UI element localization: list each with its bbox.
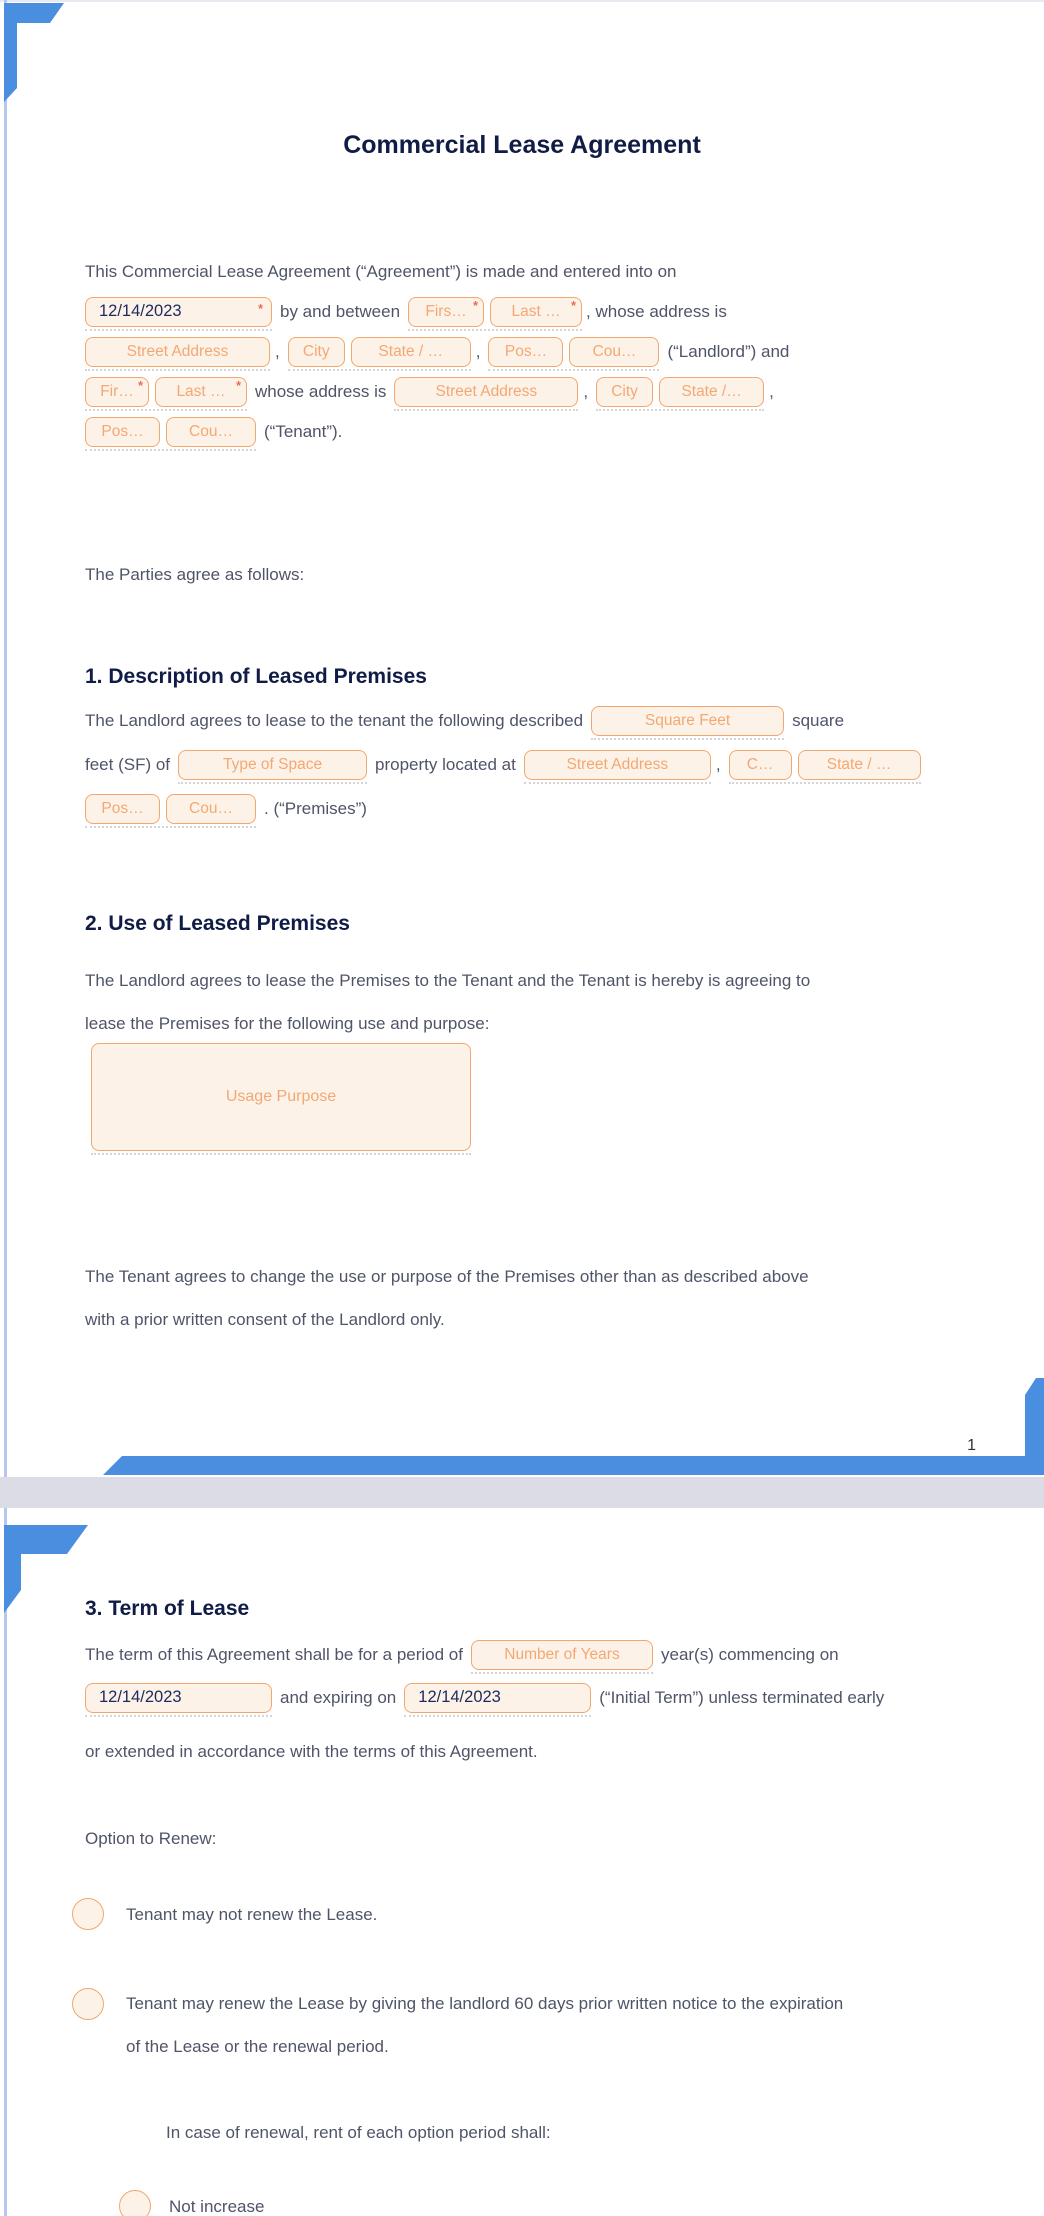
section3-text-5: or extended in accordance with the terms of this Agreement. (85, 1742, 538, 1761)
page-title: Commercial Lease Agreement (343, 131, 701, 159)
required-star: * (236, 378, 241, 393)
landlord-street-address-field[interactable]: Street Address (85, 337, 270, 367)
intro-text-2: by and between (280, 301, 401, 321)
renew-option-1-label: Tenant may not renew the Lease. (126, 1904, 378, 1924)
required-star: * (571, 298, 577, 313)
section1-text-4: property located at (375, 754, 516, 774)
section3-text-1: The term of this Agreement shall be for a period of (85, 1644, 463, 1664)
intro-row-4 (85, 376, 797, 407)
premises-city-field[interactable]: C… (729, 750, 792, 780)
landlord-first-name-field[interactable]: Firs… * (408, 297, 484, 327)
section1-text-5: . (“Premises”) (264, 798, 367, 818)
radio-button[interactable] (72, 1988, 104, 2020)
comma: , (769, 381, 774, 401)
intro-row-3 (85, 336, 797, 367)
radio-button[interactable] (119, 2190, 151, 2216)
page1-footer-decoration (0, 1378, 1044, 1477)
tenant-postal-field[interactable]: Pos… (85, 417, 160, 447)
section3-text-2: year(s) commencing on (660, 1644, 839, 1664)
tenant-country-field[interactable]: Cou… (166, 417, 256, 447)
premises-country-field[interactable]: Cou… (166, 794, 256, 824)
required-star: * (258, 301, 263, 316)
intro-text-1: This Commercial Lease Agreement (“Agreement”) is made and entered into on (85, 261, 677, 281)
landlord-state-field[interactable]: State / … (351, 337, 471, 367)
section1-row-2 (85, 749, 929, 780)
page-separator (0, 1477, 1044, 1508)
intro-paragraph (85, 256, 797, 456)
usage-purpose-placeholder: Usage Purpose (225, 1088, 337, 1105)
section1-body (85, 705, 929, 837)
tenant-state-field[interactable]: State /… (659, 377, 764, 407)
section2-heading: 2. Use of Leased Premises (85, 912, 350, 935)
radio-button[interactable] (72, 1898, 104, 1930)
section1-row-1 (85, 705, 929, 736)
top-edge-strip (0, 0, 1044, 2)
tenant-city-field[interactable]: City (596, 377, 653, 407)
parties-agree-text: The Parties agree as follows: (85, 565, 305, 584)
agreement-date-field[interactable]: 12/14/2023 * (85, 297, 272, 327)
intro-text-4: (“Landlord”) and (667, 341, 790, 361)
landlord-postal-field[interactable]: Pos… (488, 337, 563, 367)
intro-text-6: (“Tenant”). (264, 421, 343, 441)
section2-paragraph2-line1: The Tenant agrees to change the use or purpose of the Premises other than as described above (85, 1267, 809, 1286)
section3-text-3: and expiring on (280, 1687, 397, 1707)
renew-option-1 (72, 1898, 377, 1930)
section2-paragraph2-line2: with a prior written consent of the Landlord only. (85, 1310, 445, 1329)
renew-option-2 (72, 1988, 843, 2062)
landlord-city-field[interactable]: City (288, 337, 345, 367)
tenant-last-name-field[interactable]: Last … * (155, 377, 247, 407)
renew-option-2-label-line1: Tenant may renew the Lease by giving the landlord 60 days prior written notice to the expiration (126, 1994, 844, 2013)
section2-paragraph1-line1: The Landlord agrees to lease the Premises to the Tenant and the Tenant is hereby is agreeing to (85, 971, 811, 990)
option-to-renew-label: Option to Renew: (85, 1829, 217, 1848)
intro-row-5 (85, 416, 797, 447)
intro-text-3: , whose address is (586, 301, 727, 321)
page-number: 1 (967, 1437, 976, 1454)
renew-option-2-label-line2: of the Lease or the renewal period. (126, 2037, 389, 2056)
intro-text-5: whose address is (255, 381, 387, 401)
tenant-first-name-field[interactable]: Fir… * (85, 377, 149, 407)
section3-text-4: (“Initial Term”) unless terminated early (599, 1687, 885, 1707)
usage-purpose-textarea[interactable] (91, 1043, 471, 1151)
premises-postal-field[interactable]: Pos… (85, 794, 160, 824)
section1-text-2: square (792, 710, 845, 730)
not-increase-label: Not increase (169, 2196, 265, 2216)
expiring-date-field[interactable]: 12/14/2023 (404, 1683, 591, 1713)
type-of-space-field[interactable]: Type of Space (178, 750, 367, 780)
section1-heading: 1. Description of Leased Premises (85, 665, 427, 688)
premises-street-address-field[interactable]: Street Address (524, 750, 711, 780)
required-star: * (473, 298, 479, 313)
renewal-option-not-increase (119, 2190, 264, 2216)
renewal-prompt: In case of renewal, rent of each option period shall: (166, 2123, 551, 2142)
intro-row-2 (85, 296, 797, 327)
section1-row-3 (85, 793, 929, 824)
page1-left-border (4, 0, 7, 1477)
section3-heading: 3. Term of Lease (85, 1597, 250, 1620)
required-star: * (138, 378, 143, 393)
square-feet-field[interactable]: Square Feet (591, 706, 784, 736)
page1-corner-decoration (0, 0, 70, 110)
tenant-street-address-field[interactable]: Street Address (394, 377, 578, 407)
comma: , (715, 754, 721, 774)
section2-paragraph1-line2: lease the Premises for the following use and purpose: (85, 1014, 490, 1033)
comma: , (475, 341, 481, 361)
landlord-country-field[interactable]: Cou… (569, 337, 659, 367)
commencing-date-field[interactable]: 12/14/2023 (85, 1683, 272, 1713)
comma: , (275, 341, 280, 361)
section3-row-1 (85, 1639, 847, 1670)
premises-state-field[interactable]: State / … (798, 750, 921, 780)
intro-row-1 (85, 256, 797, 287)
number-of-years-field[interactable]: Number of Years (471, 1640, 653, 1670)
section1-text-3: feet (SF) of (85, 754, 171, 774)
comma: , (583, 381, 589, 401)
section1-text-1: The Landlord agrees to lease to the tenant the following described (85, 710, 584, 730)
section3-row-2 (85, 1682, 892, 1713)
landlord-last-name-field[interactable]: Last … * (490, 297, 582, 327)
